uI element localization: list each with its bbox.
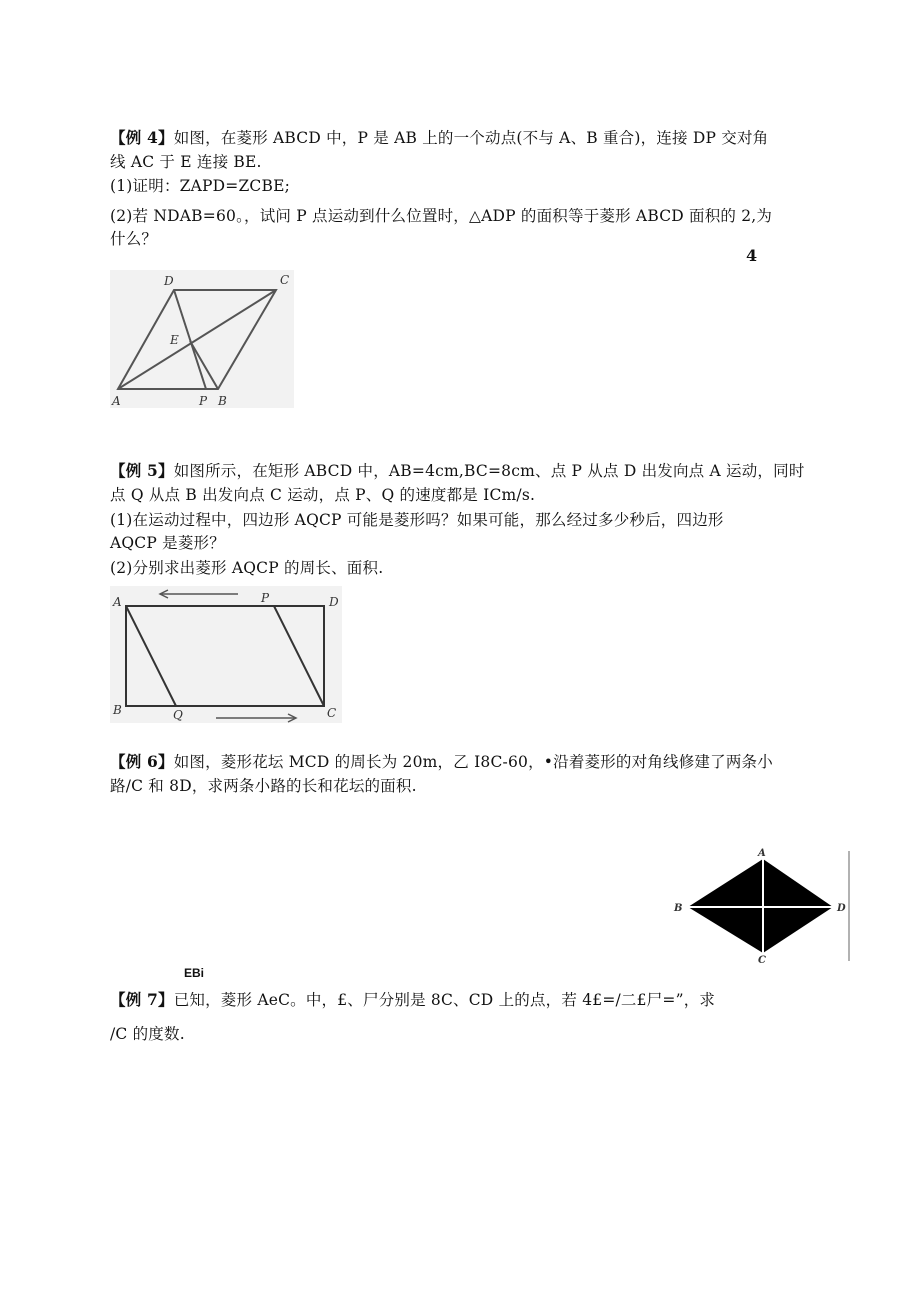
example7-tag: 【例 7】 (110, 990, 174, 1009)
example5-line5: (2)分别求出菱形 AQCP 的周长、面积. (110, 559, 384, 577)
label-p: P (261, 591, 270, 605)
label-a: A (113, 595, 122, 609)
label-c: C (327, 706, 337, 720)
example5-line4: AQCP 是菱形？ (110, 534, 225, 552)
label-d: D (329, 595, 339, 609)
label-d: D (837, 903, 846, 914)
example4-text1: 如图，在菱形 ABCD 中，P 是 AB 上的一个动点(不与 A、B 重合)，连接 DP 交对角 (173, 129, 769, 147)
example4-line5: 什么？ (110, 230, 158, 248)
example7-line2: /C 的度数. (110, 1025, 185, 1043)
label-b: B (113, 703, 122, 717)
example5-text1: 如图所示，在矩形 ABCD 中，AB=4cm,BC=8cm、点 P 从点 D 出发向点 A 运动，同时 (173, 462, 805, 480)
example6-line2: 路/C 和 8D，求两条小路的长和花坛的面积. (110, 777, 417, 795)
example5-line1 (110, 461, 805, 481)
example5-line2: 点 Q 从点 B 出发向点 C 运动，点 P、Q 的速度都是 ICm/s. (110, 486, 536, 504)
label-b: B (218, 394, 227, 408)
example6-tag: 【例 6】 (110, 752, 174, 771)
ebi-label: EBi (184, 966, 205, 980)
example4-line1 (110, 128, 768, 148)
fraction-denominator: 4 (746, 246, 758, 265)
label-a: A (758, 848, 766, 859)
example5-tag: 【例 5】 (110, 461, 174, 480)
label-d: D (164, 274, 174, 288)
example4-line2: 线 AC 于 E 连接 BE. (110, 153, 262, 171)
example5-line3: (1)在运动过程中，四边形 AQCP 可能是菱形吗？如果可能，那么经过多少秒后，四边形 (110, 511, 724, 529)
label-p: P (199, 394, 208, 408)
example7-line1 (110, 990, 715, 1010)
label-q: Q (173, 708, 183, 722)
label-a: A (112, 394, 121, 408)
label-c: C (758, 955, 766, 966)
rectangle-figure-example5 (110, 586, 342, 723)
label-b: B (674, 903, 683, 914)
example6-text1: 如图，菱形花坛 MCD 的周长为 20m，乙 I8C-60，•沿着菱形的对角线修建了两条小 (173, 753, 773, 771)
example7-text1: 已知，菱形 AeC。中，£、尸分别是 8C、CD 上的点，若 4£=/二£尸=”，求 (173, 991, 716, 1009)
label-c: C (280, 273, 290, 287)
example4-tag: 【例 4】 (110, 128, 174, 147)
example4-line3: (1)证明：ZAPD=ZCBE; (110, 177, 291, 195)
rhombus-garden-figure (668, 846, 858, 966)
example4-line4: (2)若 NDAB=60。，试问 P 点运动到什么位置时，△ADP 的面积等于菱形 ABCD 面积的 2,为 (110, 207, 773, 225)
label-e: E (170, 333, 179, 347)
rhombus-figure-example4 (110, 270, 294, 408)
example6-line1 (110, 752, 773, 772)
